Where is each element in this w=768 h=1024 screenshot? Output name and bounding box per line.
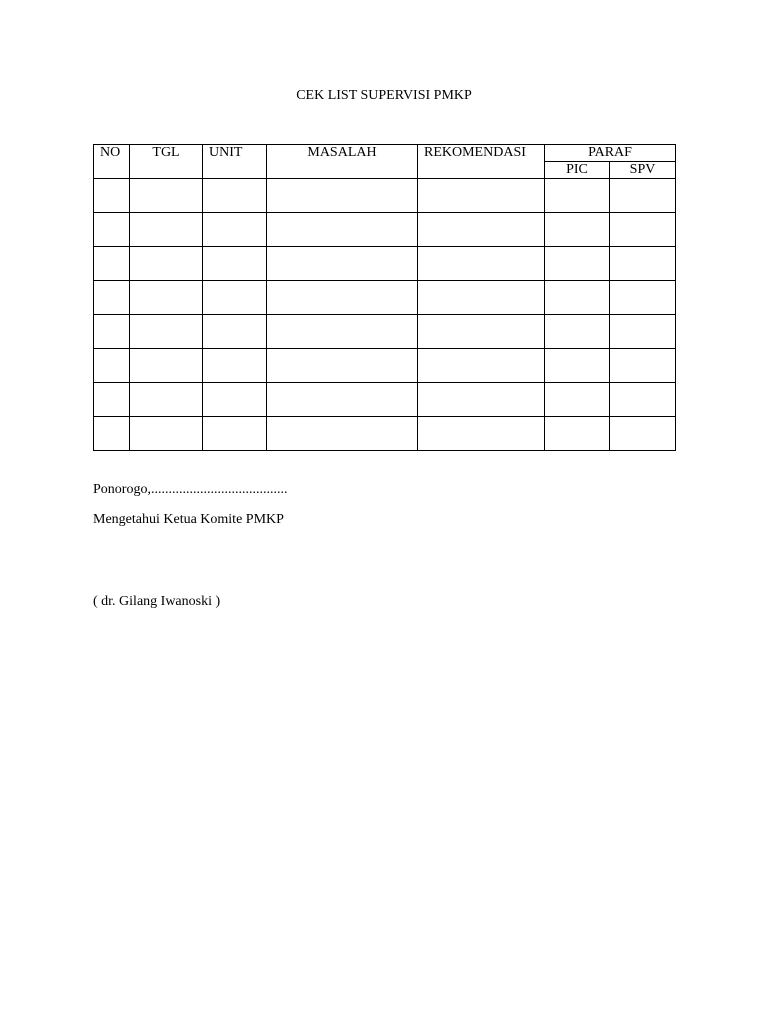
table-cell [418,349,545,383]
table-cell [610,349,676,383]
table-cell [94,417,130,451]
document-title: CEK LIST SUPERVISI PMKP [296,88,472,103]
table-cell [610,179,676,213]
table-cell [203,247,267,281]
checklist-table [93,144,676,451]
header-rekomendasi: REKOMENDASI [418,145,545,179]
table-cell [418,417,545,451]
table-cell [267,383,418,417]
table-cell [545,417,610,451]
table-cell [94,281,130,315]
table-cell [267,213,418,247]
header-pic: PIC [545,162,610,179]
table-cell [418,383,545,417]
header-tgl: TGL [130,145,203,179]
table-cell [418,315,545,349]
table-cell [545,383,610,417]
table-cell [203,315,267,349]
place-date-line: Ponorogo,....................................... [93,482,288,497]
table-cell [545,281,610,315]
table-cell [203,213,267,247]
table-row [94,349,676,383]
signatory-name: ( dr. Gilang Iwanoski ) [93,594,221,609]
table-cell [545,213,610,247]
table-row [94,179,676,213]
header-masalah: MASALAH [267,145,418,179]
table-cell [267,315,418,349]
table-cell [610,213,676,247]
table-cell [545,315,610,349]
header-spv: SPV [610,162,676,179]
table-cell [130,417,203,451]
table-cell [94,213,130,247]
table-cell [203,383,267,417]
table-cell [545,349,610,383]
table-cell [94,247,130,281]
table-row [94,383,676,417]
table-cell [545,179,610,213]
table-cell [545,247,610,281]
table-cell [94,315,130,349]
table-cell [203,417,267,451]
header-no: NO [94,145,130,179]
table-cell [203,349,267,383]
table-cell [267,281,418,315]
table-cell [130,179,203,213]
header-paraf: PARAF [545,145,676,162]
table-cell [418,281,545,315]
table-cell [610,383,676,417]
table-cell [94,383,130,417]
table-cell [610,417,676,451]
table-cell [267,247,418,281]
table-cell [130,349,203,383]
table-cell [267,349,418,383]
table-cell [94,179,130,213]
table-cell [94,349,130,383]
table-cell [418,213,545,247]
table-cell [610,247,676,281]
table-row [94,281,676,315]
header-unit: UNIT [203,145,267,179]
table-cell [130,247,203,281]
table-cell [610,281,676,315]
table-cell [610,315,676,349]
table-cell [418,247,545,281]
table-cell [267,179,418,213]
table-cell [130,383,203,417]
table-cell [203,179,267,213]
table-cell [418,179,545,213]
table-cell [130,213,203,247]
table-row [94,213,676,247]
table-row [94,417,676,451]
table-cell [130,281,203,315]
table-cell [203,281,267,315]
table-cell [130,315,203,349]
table-row [94,315,676,349]
acknowledgement-line: Mengetahui Ketua Komite PMKP [93,512,284,527]
table-cell [267,417,418,451]
table-row [94,247,676,281]
